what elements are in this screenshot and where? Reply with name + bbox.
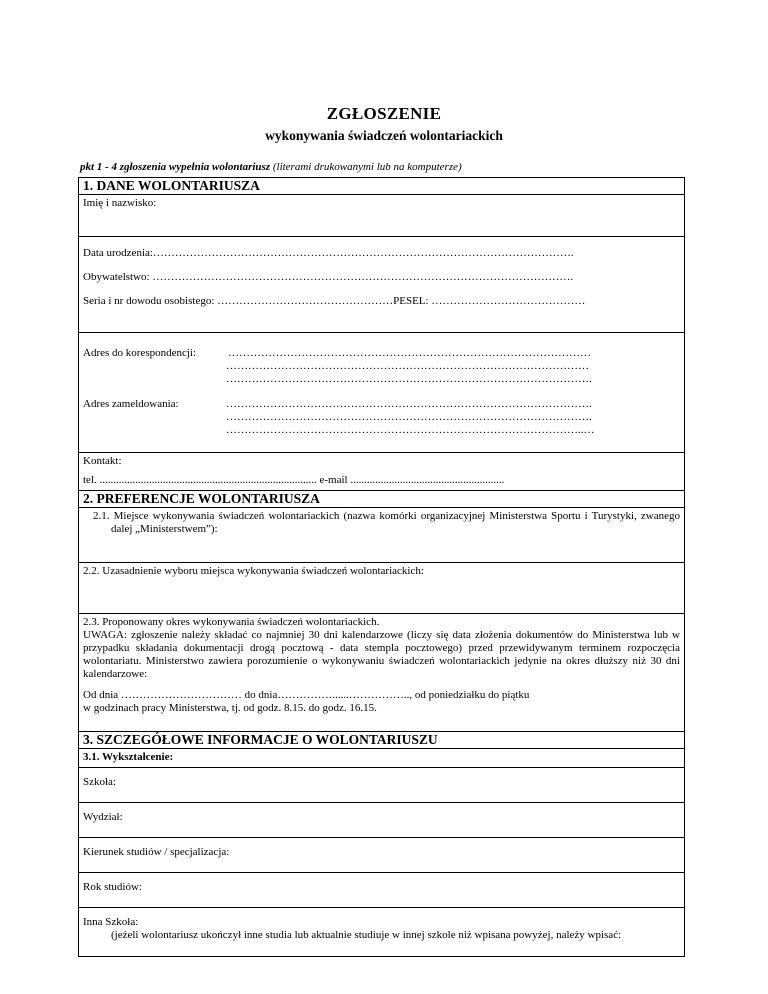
fill-instruction [80, 161, 462, 173]
period-dates-field[interactable]: Od dnia …………………………… do dnia……………......…………….., od poniedziałku do piątku [83, 689, 530, 701]
correspondence-address-line3[interactable]: ………………………………………………………………………………………. [226, 373, 592, 385]
registered-address-label: Adres zameldowania: [83, 398, 179, 410]
workplace-label: 2.1. Miejsce wykonywania świadczeń wolontariackich (nazwa komórki organizacyjnej Ministerstwa Sportu i Turystyki, zwanego dalej „Ministerstwem”): [93, 510, 680, 535]
workplace-field[interactable] [79, 508, 684, 563]
justification-field[interactable] [79, 563, 684, 614]
correspondence-address-line2[interactable]: ……………………………………………………………………………………… [226, 360, 589, 372]
address-block [79, 333, 684, 453]
fill-instruction-rest: (literami drukowanymi lub na komputerze) [270, 161, 462, 173]
citizenship-field[interactable]: Obywatelstwo: ……………………………………………………………………………………………………. [83, 271, 574, 283]
major-label: Kierunek studiów / specjalizacja: [83, 846, 230, 858]
contact-block [79, 453, 684, 491]
form-subtitle: wykonywania świadczeń wolontariackich [265, 128, 503, 143]
fill-instruction-bold: pkt 1 - 4 zgłoszenia wypełnia wolontariusz [80, 161, 271, 173]
faculty-label: Wydział: [83, 811, 123, 823]
year-field[interactable] [79, 873, 684, 908]
faculty-field[interactable] [79, 803, 684, 838]
education-subheading: 3.1. Wykształcenie: [79, 749, 684, 768]
registered-address-line2[interactable]: ………………………………………………………………………………………. [226, 411, 592, 423]
id-pesel-field[interactable]: Seria i nr dowodu osobistego: …………………………………………PESEL: …………………………………… [83, 295, 586, 307]
justification-label: 2.2. Uzasadnienie wyboru miejsca wykonywania świadczeń wolontariackich: [83, 565, 424, 577]
registered-address-field[interactable] [83, 398, 680, 411]
other-school-note: (jeżeli wolontariusz ukończył inne studia lub aktualnie studiuje w innej szkole niż wpisana powyżej, należy wpisać: [111, 929, 622, 941]
school-label: Szkoła: [83, 776, 116, 788]
form-table [78, 177, 685, 957]
personal-data-block [79, 237, 684, 333]
registered-address-dots: ………………………………………………………………………………………. [226, 398, 592, 410]
period-block [79, 614, 684, 732]
correspondence-address-label: Adres do korespondencji: [83, 347, 197, 359]
form-title: ZGŁOSZENIE [326, 104, 442, 123]
other-school-label: Inna Szkoła: [83, 916, 139, 928]
school-field[interactable] [79, 768, 684, 803]
name-label: Imię i nazwisko: [83, 197, 157, 209]
section-3-heading: 3. SZCZEGÓŁOWE INFORMACJE O WOLONTARIUSZU [79, 732, 684, 749]
major-field[interactable] [79, 838, 684, 873]
contact-label: Kontakt: [83, 455, 122, 467]
name-field[interactable] [79, 195, 684, 237]
section-2-heading: 2. PREFERENCJE WOLONTARIUSZA [79, 491, 684, 508]
birth-date-field[interactable]: Data urodzenia:……………………………………………………………………………………………………. [83, 247, 574, 259]
period-title: 2.3. Proponowany okres wykonywania świadczeń wolontariackich. [83, 616, 380, 628]
year-label: Rok studiów: [83, 881, 142, 893]
registered-address-line3[interactable]: ……………………………………………………………………………………..… [226, 424, 595, 436]
section-1-heading: 1. DANE WOLONTARIUSZA [79, 178, 684, 195]
period-warning: UWAGA: zgłoszenie należy składać co najmniej 30 dni kalendarzowe (liczy się data złożenia dokumentów do Ministerstwa lub w przypadku składania dokumentacji drogą pocztową - data stempla pocztowego) przed przewidywanym terminem rozpoczęcia wolontariatu. Ministerstwo zawiera porozumienie o wykonywaniu świadczeń wolontariackich jedynie na okres dłuższy niż 30 dni kalendarzowe: [83, 629, 680, 680]
correspondence-address-field[interactable] [83, 347, 680, 360]
contact-phone-email-field[interactable]: tel. ............................................................................... e-mail ........................................................ [83, 474, 505, 486]
other-school-field[interactable] [79, 908, 684, 956]
period-hours: w godzinach pracy Ministerstwa, tj. od godz. 8.15. do godz. 16.15. [83, 702, 377, 714]
correspondence-address-dots: ……………………………………………………………………………………… [228, 347, 591, 359]
